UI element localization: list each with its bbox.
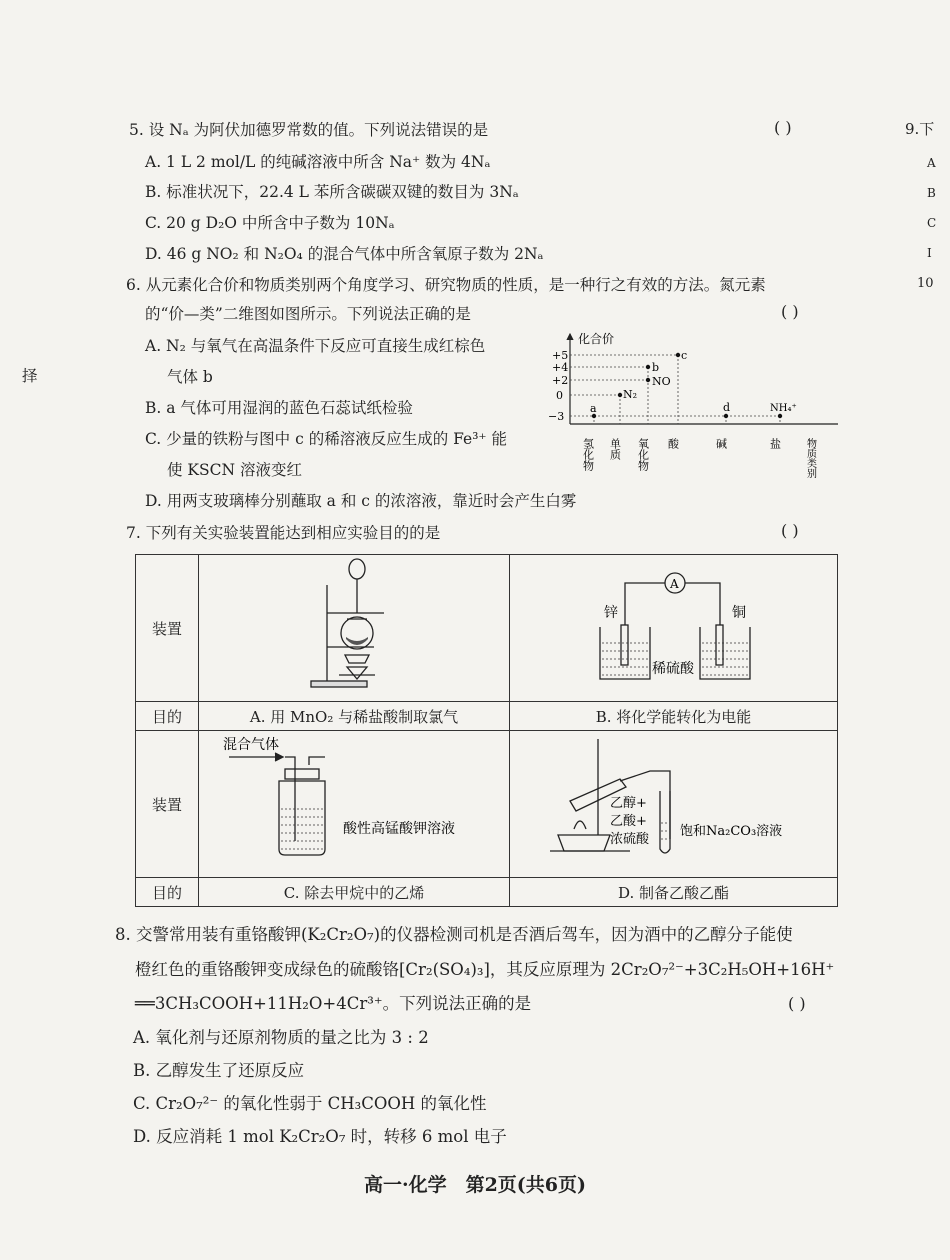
reagent-label-3: 浓硫酸 (610, 832, 650, 847)
q8-line-3: ══3CH₃COOH+11H₂O+4Cr³⁺。下列说法正确的是 (135, 994, 532, 1013)
point-nh4: NH₄⁺ (770, 403, 797, 414)
row-label-purpose: 目的 (136, 702, 199, 731)
point-c: c (681, 349, 688, 362)
q8-line-1: 8. 交警常用装有重铬酸钾(K₂Cr₂O₇)的仪器检测司机是否酒后驾车，因为酒中的乙醇分子能使 (115, 925, 793, 944)
q8-answer-paren: ( ) (788, 994, 806, 1013)
reagent-label-1: 乙醇+ (610, 796, 647, 811)
margin-text: C (927, 216, 937, 230)
right-margin (905, 122, 936, 290)
margin-text: 10 (917, 276, 934, 291)
margin-text: A (927, 156, 936, 170)
ytick-zero: 0 (556, 389, 563, 402)
saturated-carbonate-label: 饱和Na₂CO₃溶液 (680, 824, 783, 839)
row-label-device-2: 装置 (136, 731, 199, 878)
chart-xlabel: 物质类别 (804, 438, 816, 478)
point-d: d (723, 401, 731, 414)
q8-option-a[interactable]: A. 氧化剂与还原剂物质的量之比为 3 : 2 (133, 1028, 429, 1047)
point-n2: N₂ (623, 388, 638, 401)
apparatus-a (199, 555, 510, 702)
valence-class-chart (548, 328, 848, 480)
purpose-c[interactable]: C. 除去甲烷中的乙烯 (199, 878, 510, 907)
chlorine-generator-figure (199, 555, 509, 697)
ytick-minus3: −3 (548, 410, 565, 423)
xcat-hydride: 氢化物 (581, 438, 595, 471)
q6-option-a[interactable]: A. N₂ 与氧气在高温条件下反应可直接生成红棕色 (145, 337, 486, 355)
ytick-plus5: +5 (552, 349, 569, 362)
q6-option-b[interactable]: B. a 气体可用湿润的蓝色石蕊试纸检验 (145, 399, 413, 417)
zinc-label: 锌 (604, 605, 618, 621)
xcat-element: 单质 (608, 438, 622, 460)
q6-stem-2: 的“价—类”二维图如图所示。下列说法正确的是 (145, 305, 471, 323)
q7-stem: 7. 下列有关实验装置能达到相应实验目的的是 (126, 524, 441, 542)
chart-ylabel: 化合价 (578, 332, 615, 346)
margin-text: 9.下 (905, 120, 935, 138)
q6-option-a-cont: 气体 b (167, 368, 213, 386)
xcat-acid: 酸 (666, 438, 680, 449)
q8-option-d[interactable]: D. 反应消耗 1 mol K₂Cr₂O₇ 时，转移 6 mol 电子 (133, 1127, 507, 1146)
xcat-salt: 盐 (768, 438, 782, 449)
q8-line-2: 橙红色的重铬酸钾变成绿色的硫酸铬[Cr₂(SO₄)₃]，其反应原理为 2Cr₂O₇²⁻+3C₂H₅OH+16H⁺ (135, 960, 835, 979)
q6-option-c-cont: 使 KSCN 溶液变红 (167, 461, 302, 479)
q5-stem: 5. 设 Nₐ 为阿伏加德罗常数的值。下列说法错误的是 (129, 121, 489, 139)
q8-option-c[interactable]: C. Cr₂O₇²⁻ 的氧化性弱于 CH₃COOH 的氧化性 (133, 1094, 487, 1113)
q5-answer-paren: ( ) (774, 118, 792, 137)
point-no: NO (652, 375, 671, 388)
experiment-table (135, 554, 838, 907)
ytick-plus4: +4 (552, 361, 569, 374)
point-b: b (652, 361, 660, 374)
purpose-d[interactable]: D. 制备乙酸乙酯 (510, 878, 838, 907)
galvanic-cell-figure (510, 555, 835, 697)
reagent-label-2: 乙酸+ (610, 814, 647, 829)
left-margin-text: 择 (22, 367, 38, 385)
purpose-a[interactable]: A. 用 MnO₂ 与稀盐酸制取氯气 (199, 702, 510, 731)
margin-text: B (927, 186, 936, 200)
gas-label: 混合气体 (223, 737, 279, 753)
apparatus-c (199, 731, 510, 878)
gas-washing-bottle-figure (199, 731, 509, 873)
xcat-base: 碱 (714, 438, 728, 449)
acid-label: 稀硫酸 (652, 661, 694, 677)
apparatus-b (510, 555, 838, 702)
q7-answer-paren: ( ) (781, 521, 799, 540)
margin-text: I (927, 246, 932, 260)
xcat-oxide: 氧化物 (636, 438, 650, 471)
q5-option-c[interactable]: C. 20 g D₂O 中所含中子数为 10Nₐ (145, 214, 395, 232)
q6-option-c[interactable]: C. 少量的铁粉与图中 c 的稀溶液反应生成的 Fe³⁺ 能 (145, 430, 508, 448)
apparatus-d (510, 731, 838, 878)
q8-option-b[interactable]: B. 乙醇发生了还原反应 (133, 1061, 305, 1080)
page-footer: 高一·化学 第2页(共6页) (363, 1174, 587, 1196)
q5-option-d[interactable]: D. 46 g NO₂ 和 N₂O₄ 的混合气体中所含氧原子数为 2Nₐ (145, 245, 544, 263)
ammeter-label: A (670, 577, 679, 591)
copper-label: 铜 (732, 605, 746, 621)
ester-prep-figure (510, 731, 835, 873)
row-label-device: 装置 (136, 555, 199, 702)
q6-option-d[interactable]: D. 用两支玻璃棒分别蘸取 a 和 c 的浓溶液，靠近时会产生白雾 (145, 492, 577, 510)
row-label-purpose-2: 目的 (136, 878, 199, 907)
q6-stem-1: 6. 从元素化合价和物质类别两个角度学习、研究物质的性质，是一种行之有效的方法。氮元素 (126, 276, 766, 294)
purpose-b[interactable]: B. 将化学能转化为电能 (510, 702, 838, 731)
q6-answer-paren: ( ) (781, 302, 799, 321)
point-a: a (590, 402, 597, 415)
q5-option-a[interactable]: A. 1 L 2 mol/L 的纯碱溶液中所含 Na⁺ 数为 4Nₐ (145, 153, 491, 171)
permanganate-label: 酸性高锰酸钾溶液 (343, 821, 455, 837)
ytick-plus2: +2 (552, 374, 569, 387)
q5-option-b[interactable]: B. 标准状况下，22.4 L 苯所含碳碳双键的数目为 3Nₐ (145, 183, 519, 201)
